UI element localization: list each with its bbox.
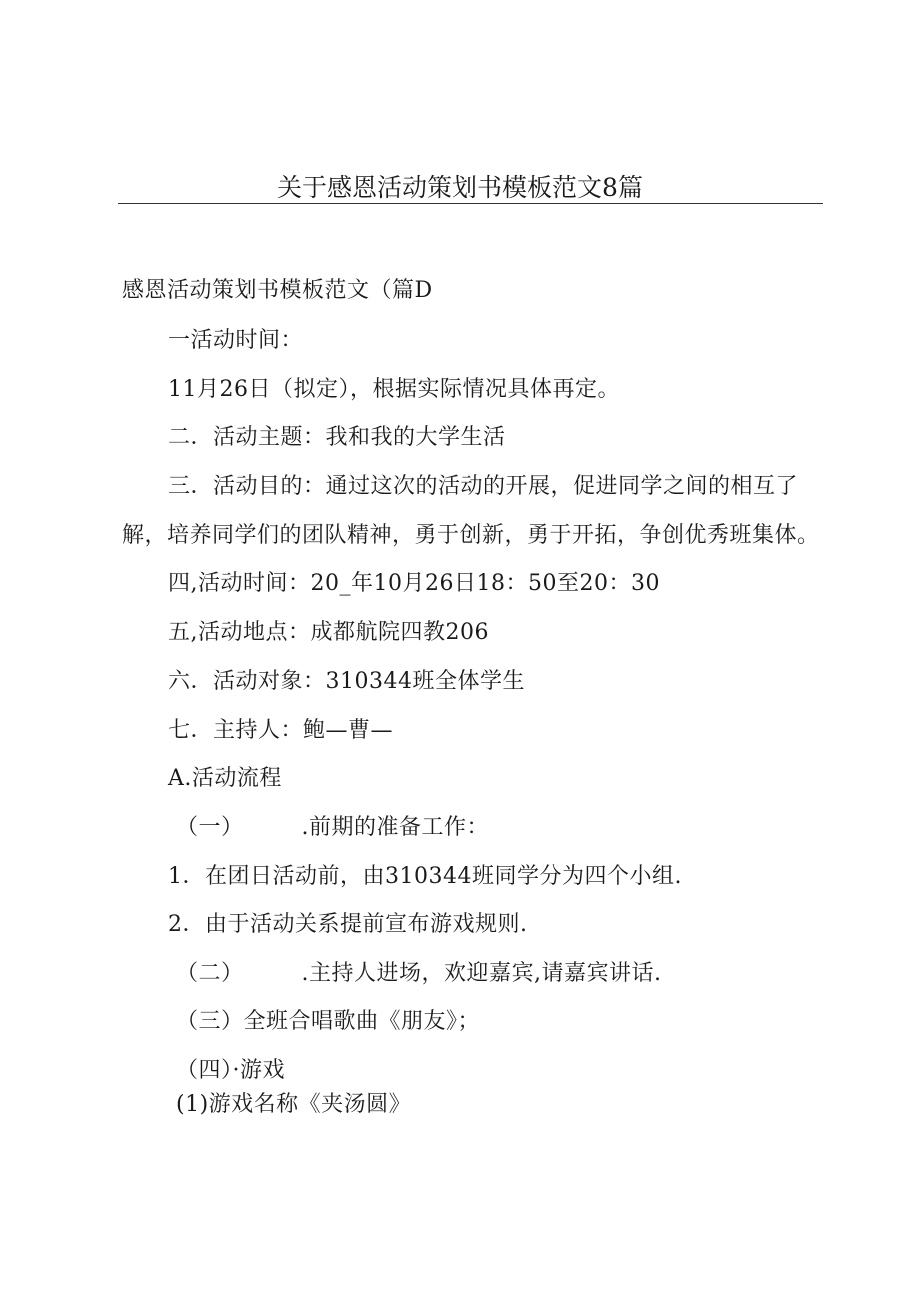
title-underline [118, 203, 823, 204]
paragraph-line: 2．由于活动关系提前宣布游戏规则. [168, 912, 528, 937]
paragraph-line: 六．活动对象：310344班全体学生 [168, 669, 525, 694]
paragraph-line: 11月26日（拟定），根据实际情况具体再定。 [168, 377, 620, 402]
paragraph-line [176, 959, 662, 989]
paragraph-line: A.活动流程 [168, 766, 282, 791]
list-text: .前期的准备工作： [301, 815, 490, 840]
paragraph-line: （四）·游戏 [176, 1058, 285, 1083]
list-marker: （二） [176, 961, 244, 986]
paragraph-line: 五,活动地点：成都航院四教206 [168, 620, 489, 645]
paragraph-line [176, 813, 489, 843]
paragraph-line: (1)游戏名称《夹汤圆》 [176, 1092, 412, 1117]
paragraph-line: 1．在团日活动前，由310344班同学分为四个小组. [168, 864, 682, 889]
paragraph-line: 解，培养同学们的团队精神，勇于创新，勇于开拓，争创优秀班集体。 [122, 523, 820, 548]
paragraph-line: 四,活动时间：20_年10月26日18：50至20：30 [168, 571, 660, 596]
paragraph-line: 七．主持人：鲍—曹— [168, 718, 394, 743]
list-marker: （一） [176, 815, 244, 840]
paragraph-line: （三）全班合唱歌曲《朋友》； [176, 1009, 481, 1034]
paragraph-line: 二．活动主题：我和我的大学生活 [168, 425, 506, 450]
document-title: 关于感恩活动策划书模板范文8篇 [277, 173, 643, 202]
paragraph-line: 三．活动目的：通过这次的活动的开展，促进同学之间的相互了 [168, 474, 799, 499]
section-heading: 感恩活动策划书模板范文（篇D [122, 278, 433, 303]
paragraph-line: 一活动时间： [168, 328, 304, 353]
list-text: .主持人进场，欢迎嘉宾,请嘉宾讲话. [301, 961, 662, 986]
